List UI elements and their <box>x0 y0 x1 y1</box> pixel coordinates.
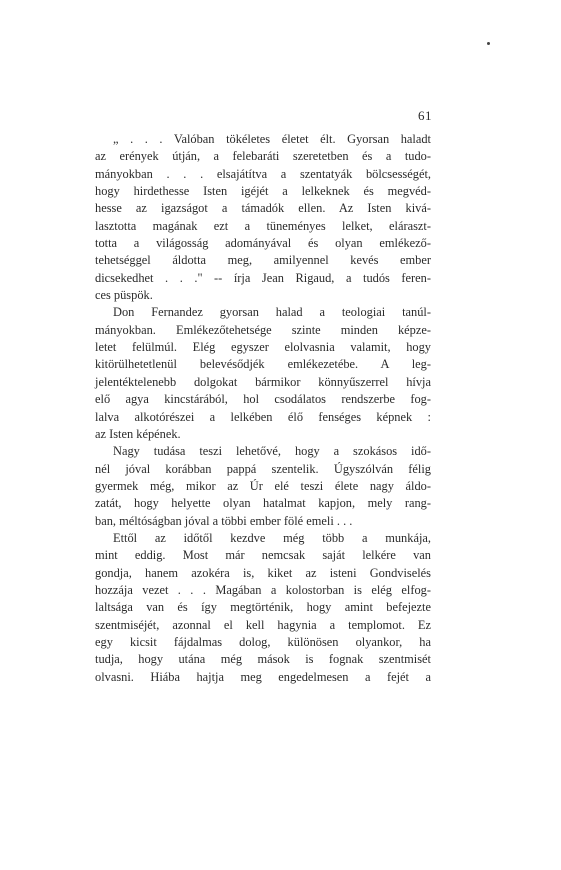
text-line: gyermek még, mikor az Úr elé teszi élete nagy áldo- <box>95 478 431 493</box>
page-number: 61 <box>418 108 432 123</box>
text-line: lalva alkotórészei a lelkében élő fenséges képnek : <box>95 409 431 424</box>
text-line: ces püspök. <box>95 288 153 303</box>
ink-speck <box>487 42 490 45</box>
body-text <box>95 131 431 686</box>
text-line: gondja, hanem azokéra is, kiket az isteni Gondviselés <box>95 565 431 580</box>
text-line: Nagy tudása teszi lehetővé, hogy a szokásos idő- <box>113 444 431 459</box>
text-line: elő agya kincstárából, hol csodálatos rendszerbe fog- <box>95 392 431 407</box>
text-line: kitörülhetetlenül belevésődjék emlékezetébe. A leg- <box>95 357 431 372</box>
text-line: Ettől az időtől kezdve még több a munkája, <box>113 530 431 545</box>
text-line: „ . . . Valóban tökéletes életet élt. Gyorsan haladt <box>113 132 431 146</box>
text-line: ban, méltóságban jóval a többi ember fölé emeli . . . <box>95 513 353 528</box>
text-line: totta a világosság adományával és olyan emlékező- <box>95 236 431 251</box>
text-line: dicsekedhet . . ." -- írja Jean Rigaud, a tudós feren- <box>95 270 431 285</box>
text-line: tudja, hogy utána még mások is fognak szentmisét <box>95 652 431 667</box>
text-line: az Isten képének. <box>95 426 181 441</box>
text-line: egy kicsit fájdalmas dolog, különösen olyankor, ha <box>95 634 431 649</box>
text-line: mányokban. Emlékezőtehetsége szinte minden képze- <box>95 322 431 337</box>
text-line: az erények útján, a felebaráti szeretetben és a tudo- <box>95 149 431 164</box>
text-line: zatát, hogy helyette olyan hatalmat kapjon, mely rang- <box>95 496 431 511</box>
text-line: mányokban . . . elsajátítva a szentatyák bölcsességét, <box>95 166 431 181</box>
text-line: olvasni. Hiába hajtja meg engedelmesen a fejét a <box>95 669 431 684</box>
text-line: lasztotta magának ezt a tüneményes lelket, eláraszt- <box>95 218 431 233</box>
text-line: laltsága van és így megtörténik, hogy amint befejezte <box>95 600 431 615</box>
text-line: hogy hirdethesse Isten igéjét a lelkeknek és megvéd- <box>95 184 431 199</box>
text-line: Don Fernandez gyorsan halad a teologiai tanúl- <box>113 305 431 320</box>
text-line: tehetséggel áldotta meg, amilyennel kevés ember <box>95 253 431 268</box>
text-line: letet felülmúl. Elég egyszer elolvasnia valamit, hogy <box>95 340 431 355</box>
text-line: nél jóval korábban pappá szentelik. Úgyszólván félig <box>95 461 431 476</box>
text-line: hozzája vezet . . . Magában a kolostorban is elég elfog- <box>95 582 431 597</box>
text-line: hesse az igazságot a támadók ellen. Az Isten kivá- <box>95 201 431 216</box>
text-line: mint eddig. Most már nemcsak saját lelkére van <box>95 548 431 563</box>
text-line: szentmiséjét, azonnal el kell hagynia a templomot. Ez <box>95 617 431 632</box>
text-line: jelentéktelenebb dolgokat bármikor könnyűszerrel hívja <box>95 374 431 389</box>
